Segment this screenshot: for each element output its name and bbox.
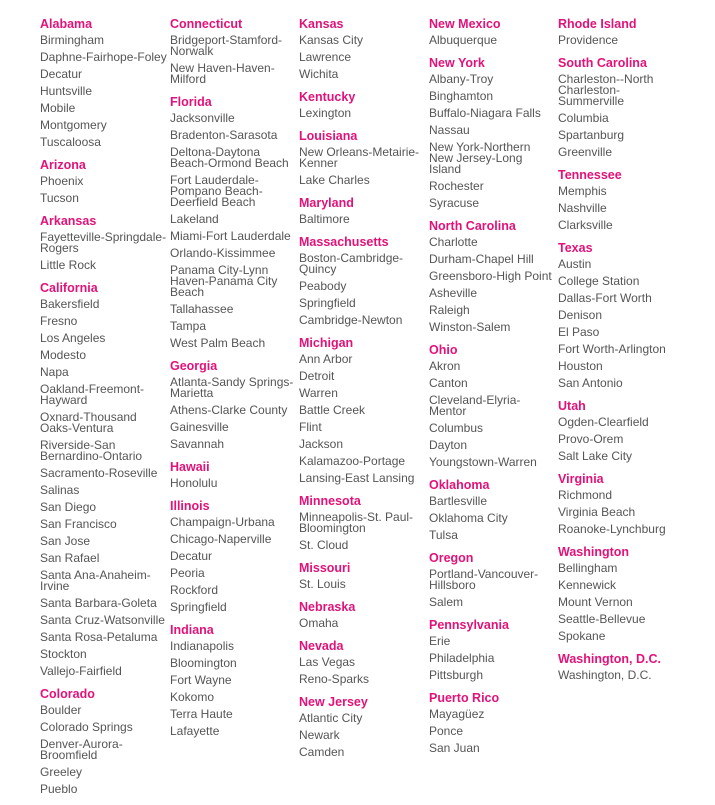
city-list [429, 359, 557, 468]
city-item: Bloomington [170, 656, 237, 670]
city-item: Deltona-Daytona Beach-Ormond Beach [170, 145, 289, 170]
city-item: Atlantic City [299, 711, 363, 725]
city-item: Syracuse [429, 196, 480, 210]
city-list [299, 616, 427, 629]
city-item: Warren [299, 386, 338, 400]
state-heading: Connecticut [170, 17, 243, 31]
city-list [170, 639, 298, 737]
column-3 [299, 15, 427, 768]
state-group [558, 399, 686, 462]
city-item: Terra Haute [170, 707, 233, 721]
state-heading: Arizona [40, 158, 86, 172]
city-item: New Haven-Haven-Milford [170, 61, 275, 86]
state-heading: Kansas [299, 17, 344, 31]
city-list [170, 476, 298, 489]
city-item: Santa Barbara-Goleta [40, 596, 157, 610]
city-list [40, 230, 168, 271]
city-item: Boston-Cambridge-Quincy [299, 251, 404, 276]
city-item: Newark [299, 728, 340, 742]
state-group [558, 545, 686, 642]
city-item: Fresno [40, 314, 78, 328]
city-item: Reno-Sparks [299, 672, 370, 686]
city-item: Portland-Vancouver-Hillsboro [429, 567, 539, 592]
city-item: Memphis [558, 184, 607, 198]
city-item: Washington, D.C. [558, 668, 652, 682]
city-list [299, 106, 427, 119]
city-item: Oakland-Freemont-Hayward [40, 382, 145, 407]
city-item: Providence [558, 33, 619, 47]
state-heading: Illinois [170, 499, 210, 513]
city-item: San Juan [429, 741, 480, 755]
city-item: Dallas-Fort Worth [558, 291, 652, 305]
city-item: Jacksonville [170, 111, 235, 125]
city-item: Buffalo-Niagara Falls [429, 106, 541, 120]
state-group [429, 691, 557, 754]
state-heading: Indiana [170, 623, 214, 637]
city-item: Greeley [40, 765, 83, 779]
city-item: Asheville [429, 286, 478, 300]
state-heading: Massachusetts [299, 235, 389, 249]
state-heading: Texas [558, 241, 593, 255]
city-item: Pueblo [40, 782, 78, 796]
city-list [299, 711, 427, 758]
city-item: Binghamton [429, 89, 494, 103]
city-list [40, 703, 168, 795]
city-item: Salt Lake City [558, 449, 633, 463]
state-group [40, 17, 168, 148]
city-item: Rochester [429, 179, 484, 193]
state-heading: Puerto Rico [429, 691, 500, 705]
state-group [429, 56, 557, 209]
city-item: Nashville [558, 201, 607, 215]
city-item: Salem [429, 595, 464, 609]
city-item: Durham-Chapel Hill [429, 252, 534, 266]
city-item: Los Angeles [40, 331, 106, 345]
city-item: Salinas [40, 483, 80, 497]
city-item: Fort Lauderdale-Pompano Beach-Deerfield Beach [170, 173, 263, 209]
city-item: St. Cloud [299, 538, 349, 552]
city-item: Santa Rosa-Petaluma [40, 630, 158, 644]
city-item: Boulder [40, 703, 82, 717]
city-item: Atlanta-Sandy Springs-Marietta [170, 375, 294, 400]
state-group [170, 359, 298, 450]
city-item: Mayagüez [429, 707, 485, 721]
state-heading: Minnesota [299, 494, 361, 508]
city-list [558, 488, 686, 535]
state-heading: Washington [558, 545, 630, 559]
state-group [40, 687, 168, 795]
state-group [170, 17, 298, 85]
state-heading: California [40, 281, 98, 295]
column-2 [170, 15, 298, 747]
city-item: Denver-Aurora-Broomfield [40, 737, 123, 762]
city-list [170, 111, 298, 349]
city-list [558, 184, 686, 231]
state-heading: Georgia [170, 359, 218, 373]
state-group [299, 695, 427, 758]
city-item: San Francisco [40, 517, 117, 531]
state-group [170, 460, 298, 489]
city-item: Clarksville [558, 218, 613, 232]
state-heading: New Jersey [299, 695, 368, 709]
city-item: Kokomo [170, 690, 215, 704]
city-list [299, 510, 427, 551]
city-item: Mobile [40, 101, 76, 115]
city-list [299, 352, 427, 484]
city-item: Napa [40, 365, 69, 379]
state-group [429, 551, 557, 608]
city-item: Springfield [299, 296, 356, 310]
city-list [40, 174, 168, 204]
city-item: Fayetteville-Springdale-Rogers [40, 230, 167, 255]
city-item: Bradenton-Sarasota [170, 128, 278, 142]
state-group [558, 241, 686, 389]
city-item: Tuscaloosa [40, 135, 101, 149]
state-group [429, 17, 557, 46]
city-item: Daphne-Fairhope-Foley [40, 50, 167, 64]
column-5 [558, 15, 686, 691]
state-heading: Hawaii [170, 460, 210, 474]
city-item: Charleston--North Charleston-Summerville [558, 72, 654, 108]
state-group [299, 129, 427, 186]
city-item: Minneapolis-St. Paul-Bloomington [299, 510, 414, 535]
city-item: Ponce [429, 724, 464, 738]
state-group [429, 618, 557, 681]
city-item: Indianapolis [170, 639, 235, 653]
city-item: St. Louis [299, 577, 346, 591]
city-item: Las Vegas [299, 655, 356, 669]
state-group [299, 561, 427, 590]
city-item: Little Rock [40, 258, 97, 272]
state-group [170, 95, 298, 349]
city-item: San Diego [40, 500, 97, 514]
city-list [170, 515, 298, 613]
state-group [170, 499, 298, 613]
city-item: Kalamazoo-Portage [299, 454, 406, 468]
city-item: Honolulu [170, 476, 218, 490]
city-item: Pittsburgh [429, 668, 484, 682]
state-heading: Maryland [299, 196, 354, 210]
city-item: San Jose [40, 534, 91, 548]
city-item: Lansing-East Lansing [299, 471, 415, 485]
city-item: Lakeland [170, 212, 219, 226]
city-list [429, 235, 557, 333]
city-item: Champaign-Urbana [170, 515, 275, 529]
city-item: Baltimore [299, 212, 350, 226]
state-heading: Michigan [299, 336, 354, 350]
state-group [40, 281, 168, 677]
city-item: Phoenix [40, 174, 84, 188]
city-list [558, 561, 686, 642]
city-item: Decatur [170, 549, 213, 563]
city-item: Jackson [299, 437, 344, 451]
state-heading: Nevada [299, 639, 344, 653]
city-item: Dayton [429, 438, 468, 452]
city-item: Nassau [429, 123, 470, 137]
state-heading: Rhode Island [558, 17, 637, 31]
city-item: Raleigh [429, 303, 470, 317]
state-heading: Ohio [429, 343, 458, 357]
city-item: Peabody [299, 279, 347, 293]
state-heading: Pennsylvania [429, 618, 509, 632]
city-item: Flint [299, 420, 322, 434]
city-item: West Palm Beach [170, 336, 266, 350]
city-item: Bellingham [558, 561, 618, 575]
city-item: Tampa [170, 319, 207, 333]
state-group [299, 90, 427, 119]
city-item: Camden [299, 745, 345, 759]
city-list [429, 494, 557, 541]
city-item: Huntsville [40, 84, 93, 98]
city-list [40, 33, 168, 148]
city-item: San Antonio [558, 376, 623, 390]
city-item: New Orleans-Metairie-Kenner [299, 145, 420, 170]
city-list [558, 72, 686, 158]
city-item: Albany-Troy [429, 72, 494, 86]
state-heading: Alabama [40, 17, 93, 31]
state-group [299, 639, 427, 685]
city-item: Kansas City [299, 33, 364, 47]
city-list [299, 577, 427, 590]
state-heading: Washington, D.C. [558, 652, 661, 666]
state-heading: Tennessee [558, 168, 622, 182]
city-item: Canton [429, 376, 468, 390]
city-item: Fort Worth-Arlington [558, 342, 666, 356]
state-heading: North Carolina [429, 219, 516, 233]
state-group [170, 623, 298, 737]
city-item: Ann Arbor [299, 352, 353, 366]
state-heading: Kentucky [299, 90, 356, 104]
city-item: Philadelphia [429, 651, 495, 665]
city-item: Santa Cruz-Watsonville [40, 613, 165, 627]
city-item: Lexington [299, 106, 352, 120]
city-item: Tallahassee [170, 302, 234, 316]
state-heading: New Mexico [429, 17, 501, 31]
state-heading: Nebraska [299, 600, 356, 614]
city-list [558, 415, 686, 462]
state-heading: South Carolina [558, 56, 647, 70]
city-item: Bridgeport-Stamford-Norwalk [170, 33, 283, 58]
city-list [299, 212, 427, 225]
city-item: Vallejo-Fairfield [40, 664, 122, 678]
city-item: Modesto [40, 348, 87, 362]
city-item: Tulsa [429, 528, 458, 542]
city-item: Omaha [299, 616, 339, 630]
city-item: Spartanburg [558, 128, 625, 142]
city-item: Fort Wayne [170, 673, 232, 687]
city-item: San Rafael [40, 551, 100, 565]
city-item: Albuquerque [429, 33, 498, 47]
city-item: Roanoke-Lynchburg [558, 522, 666, 536]
city-item: Oklahoma City [429, 511, 508, 525]
city-list [429, 634, 557, 681]
state-group [299, 17, 427, 80]
state-group [429, 343, 557, 468]
city-item: Gainesville [170, 420, 229, 434]
city-item: Santa Ana-Anaheim-Irvine [40, 568, 151, 593]
city-item: Mount Vernon [558, 595, 633, 609]
city-item: Columbia [558, 111, 609, 125]
city-item: Detroit [299, 369, 335, 383]
city-item: Oxnard-Thousand Oaks-Ventura [40, 410, 137, 435]
city-item: Panama City-Lynn Haven-Panama City Beach [170, 263, 278, 299]
city-list [429, 72, 557, 209]
state-heading: Arkansas [40, 214, 97, 228]
city-item: Cambridge-Newton [299, 313, 403, 327]
city-item: Winston-Salem [429, 320, 511, 334]
city-item: Athens-Clarke County [170, 403, 288, 417]
city-item: Bartlesville [429, 494, 488, 508]
state-group [429, 478, 557, 541]
city-item: Denison [558, 308, 603, 322]
city-item: Cleveland-Elyria-Mentor [429, 393, 521, 418]
city-list [299, 33, 427, 80]
city-item: Erie [429, 634, 451, 648]
city-item: Bakersfield [40, 297, 100, 311]
city-list [299, 251, 427, 326]
city-item: Spokane [558, 629, 606, 643]
city-list [299, 145, 427, 186]
city-list [558, 257, 686, 389]
city-item: Chicago-Naperville [170, 532, 272, 546]
state-group [40, 214, 168, 271]
city-item: Stockton [40, 647, 87, 661]
city-item: Columbus [429, 421, 484, 435]
state-heading: Louisiana [299, 129, 358, 143]
city-item: Ogden-Clearfield [558, 415, 649, 429]
city-item: Greensboro-High Point [429, 269, 552, 283]
state-heading: Oregon [429, 551, 474, 565]
city-item: Decatur [40, 67, 83, 81]
city-list [170, 375, 298, 450]
city-item: Charlotte [429, 235, 478, 249]
city-item: Tucson [40, 191, 79, 205]
city-item: Colorado Springs [40, 720, 133, 734]
city-item: Springfield [170, 600, 227, 614]
city-item: Miami-Fort Lauderdale [170, 229, 291, 243]
state-group [299, 235, 427, 326]
city-item: Akron [429, 359, 461, 373]
city-item: Battle Creek [299, 403, 366, 417]
city-item: College Station [558, 274, 640, 288]
state-group [299, 494, 427, 551]
state-group [558, 17, 686, 46]
city-item: Austin [558, 257, 592, 271]
state-group [558, 472, 686, 535]
city-list [429, 33, 557, 46]
state-group [558, 168, 686, 231]
city-item: Montgomery [40, 118, 107, 132]
city-list [558, 33, 686, 46]
city-item: Rockford [170, 583, 219, 597]
city-item: El Paso [558, 325, 600, 339]
city-item: Virginia Beach [558, 505, 636, 519]
city-list [299, 655, 427, 685]
state-group [299, 196, 427, 225]
city-item: Provo-Orem [558, 432, 624, 446]
state-heading: Florida [170, 95, 212, 109]
state-heading: Utah [558, 399, 586, 413]
city-item: New York-Northern New Jersey-Long Island [429, 140, 531, 176]
state-group [299, 336, 427, 484]
city-list [429, 707, 557, 754]
city-item: Lafayette [170, 724, 220, 738]
city-list [40, 297, 168, 677]
state-heading: New York [429, 56, 485, 70]
city-item: Greenville [558, 145, 613, 159]
city-item: Orlando-Kissimmee [170, 246, 276, 260]
city-item: Lawrence [299, 50, 352, 64]
state-heading: Virginia [558, 472, 604, 486]
city-item: Seattle-Bellevue [558, 612, 646, 626]
state-group [558, 652, 686, 681]
state-group [558, 56, 686, 158]
city-item: Richmond [558, 488, 613, 502]
city-item: Riverside-San Bernardino-Ontario [40, 438, 143, 463]
state-group [40, 158, 168, 204]
city-item: Sacramento-Roseville [40, 466, 158, 480]
city-item: Savannah [170, 437, 225, 451]
column-1 [40, 15, 168, 805]
city-item: Houston [558, 359, 603, 373]
city-list [429, 567, 557, 608]
city-list [558, 668, 686, 681]
city-item: Peoria [170, 566, 205, 580]
state-group [429, 219, 557, 333]
city-item: Kennewick [558, 578, 617, 592]
city-item: Wichita [299, 67, 339, 81]
column-4 [429, 15, 557, 764]
state-heading: Oklahoma [429, 478, 490, 492]
state-heading: Colorado [40, 687, 95, 701]
state-group [299, 600, 427, 629]
city-item: Youngstown-Warren [429, 455, 537, 469]
city-item: Lake Charles [299, 173, 370, 187]
city-list [170, 33, 298, 85]
city-item: Birmingham [40, 33, 105, 47]
state-heading: Missouri [299, 561, 351, 575]
